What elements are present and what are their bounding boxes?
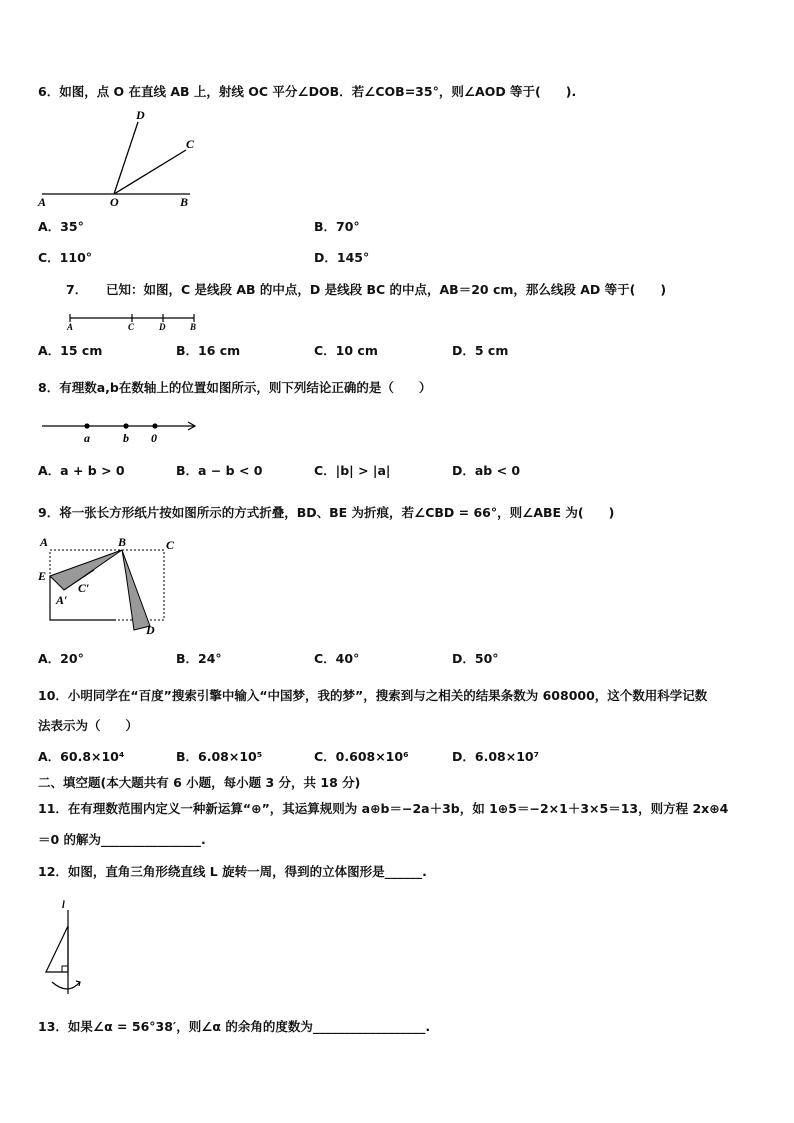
q7-figure bbox=[64, 310, 204, 332]
q7-label-D: D bbox=[159, 322, 166, 332]
q11-line2: ＝0 的解为________________. bbox=[38, 832, 206, 847]
q12-label-l: l bbox=[62, 900, 65, 911]
q6-option-b: B．70° bbox=[314, 219, 360, 234]
q9-option-b: B．24° bbox=[176, 651, 222, 666]
q8-option-a: A．a + b > 0 bbox=[38, 463, 125, 478]
q8-option-c: C．|b| > |a| bbox=[314, 463, 391, 478]
q13-stem: 13．如果∠α = 56°38′，则∠α 的余角的度数为__________________. bbox=[38, 1019, 431, 1034]
q9-option-c: C．40° bbox=[314, 651, 360, 666]
q10-stem-line1: 10．小明同学在“百度”搜索引擎中输入“中国梦，我的梦”，搜索到与之相关的结果条数为 608000，这个数用科学记数 bbox=[38, 688, 708, 703]
q8-stem: 8．有理数a,b在数轴上的位置如图所示，则下列结论正确的是（ ） bbox=[38, 380, 432, 395]
q6-stem: 6．如图，点 O 在直线 AB 上，射线 OC 平分∠DOB．若∠COB=35°，则∠AOD 等于( ). bbox=[38, 84, 577, 99]
q9-label-B: B bbox=[118, 535, 127, 549]
q10-stem-line2: 法表示为（ ） bbox=[38, 718, 139, 733]
q12-figure bbox=[40, 898, 90, 1000]
q6-figure bbox=[30, 104, 220, 210]
q9-label-Ap: A′ bbox=[56, 593, 68, 607]
q6-label-C: C bbox=[186, 137, 195, 151]
section-heading: 二、填空题(本大题共有 6 小题，每小题 3 分，共 18 分) bbox=[38, 775, 361, 790]
q10-option-d: D．6.08×10⁷ bbox=[452, 749, 540, 764]
q12-stem: 12．如图，直角三角形绕直线 L 旋转一周，得到的立体图形是______. bbox=[38, 864, 427, 879]
q7-option-c: C．10 cm bbox=[314, 343, 378, 358]
q9-label-D: D bbox=[146, 623, 155, 637]
q7-label-B: B bbox=[190, 322, 197, 332]
q11-line1: 11．在有理数范围内定义一种新运算“⊕”，其运算规则为 a⊕b＝−2a＋3b，如 1⊕5＝−2×1＋3×5＝13，则方程 2x⊕4 bbox=[38, 801, 729, 816]
q9-label-Cp: C′ bbox=[78, 581, 90, 595]
q6-option-d: D．145° bbox=[314, 250, 370, 265]
q7-label-A: A bbox=[67, 322, 74, 332]
q9-option-a: A．20° bbox=[38, 651, 84, 666]
q9-option-d: D．50° bbox=[452, 651, 499, 666]
q6-option-a: A．35° bbox=[38, 219, 84, 234]
q9-label-A: A bbox=[40, 535, 49, 549]
q7-option-a: A．15 cm bbox=[38, 343, 103, 358]
q9-label-E: E bbox=[38, 569, 47, 583]
q7-option-d: D．5 cm bbox=[452, 343, 509, 358]
q10-option-c: C．0.608×10⁶ bbox=[314, 749, 409, 764]
q6-label-O: O bbox=[110, 195, 119, 209]
q10-option-b: B．6.08×10⁵ bbox=[176, 749, 263, 764]
q10-option-a: A．60.8×10⁴ bbox=[38, 749, 125, 764]
q6-label-A: A bbox=[38, 195, 47, 209]
q9-fold-figure bbox=[34, 534, 184, 638]
q7-option-b: B．16 cm bbox=[176, 343, 241, 358]
q8-label-b: b bbox=[123, 431, 129, 445]
q8-option-b: B．a − b < 0 bbox=[176, 463, 263, 478]
q7-label-C: C bbox=[128, 322, 135, 332]
q8-option-d: D．ab < 0 bbox=[452, 463, 521, 478]
q6-label-D: D bbox=[136, 108, 145, 122]
q6-option-c: C．110° bbox=[38, 250, 93, 265]
q7-stem: 7． 已知：如图，C 是线段 AB 的中点，D 是线段 BC 的中点，AB＝20 cm，那么线段 AD 等于( ) bbox=[66, 282, 667, 297]
q8-label-a: a bbox=[84, 431, 90, 445]
q6-label-B: B bbox=[180, 195, 189, 209]
q8-label-zero: 0 bbox=[151, 431, 157, 445]
q9-label-C: C bbox=[166, 538, 175, 552]
q9-stem: 9．将一张长方形纸片按如图所示的方式折叠，BD、BE 为折痕，若∠CBD = 66°，则∠ABE 为( ) bbox=[38, 505, 615, 520]
q8-number-line bbox=[38, 416, 204, 446]
